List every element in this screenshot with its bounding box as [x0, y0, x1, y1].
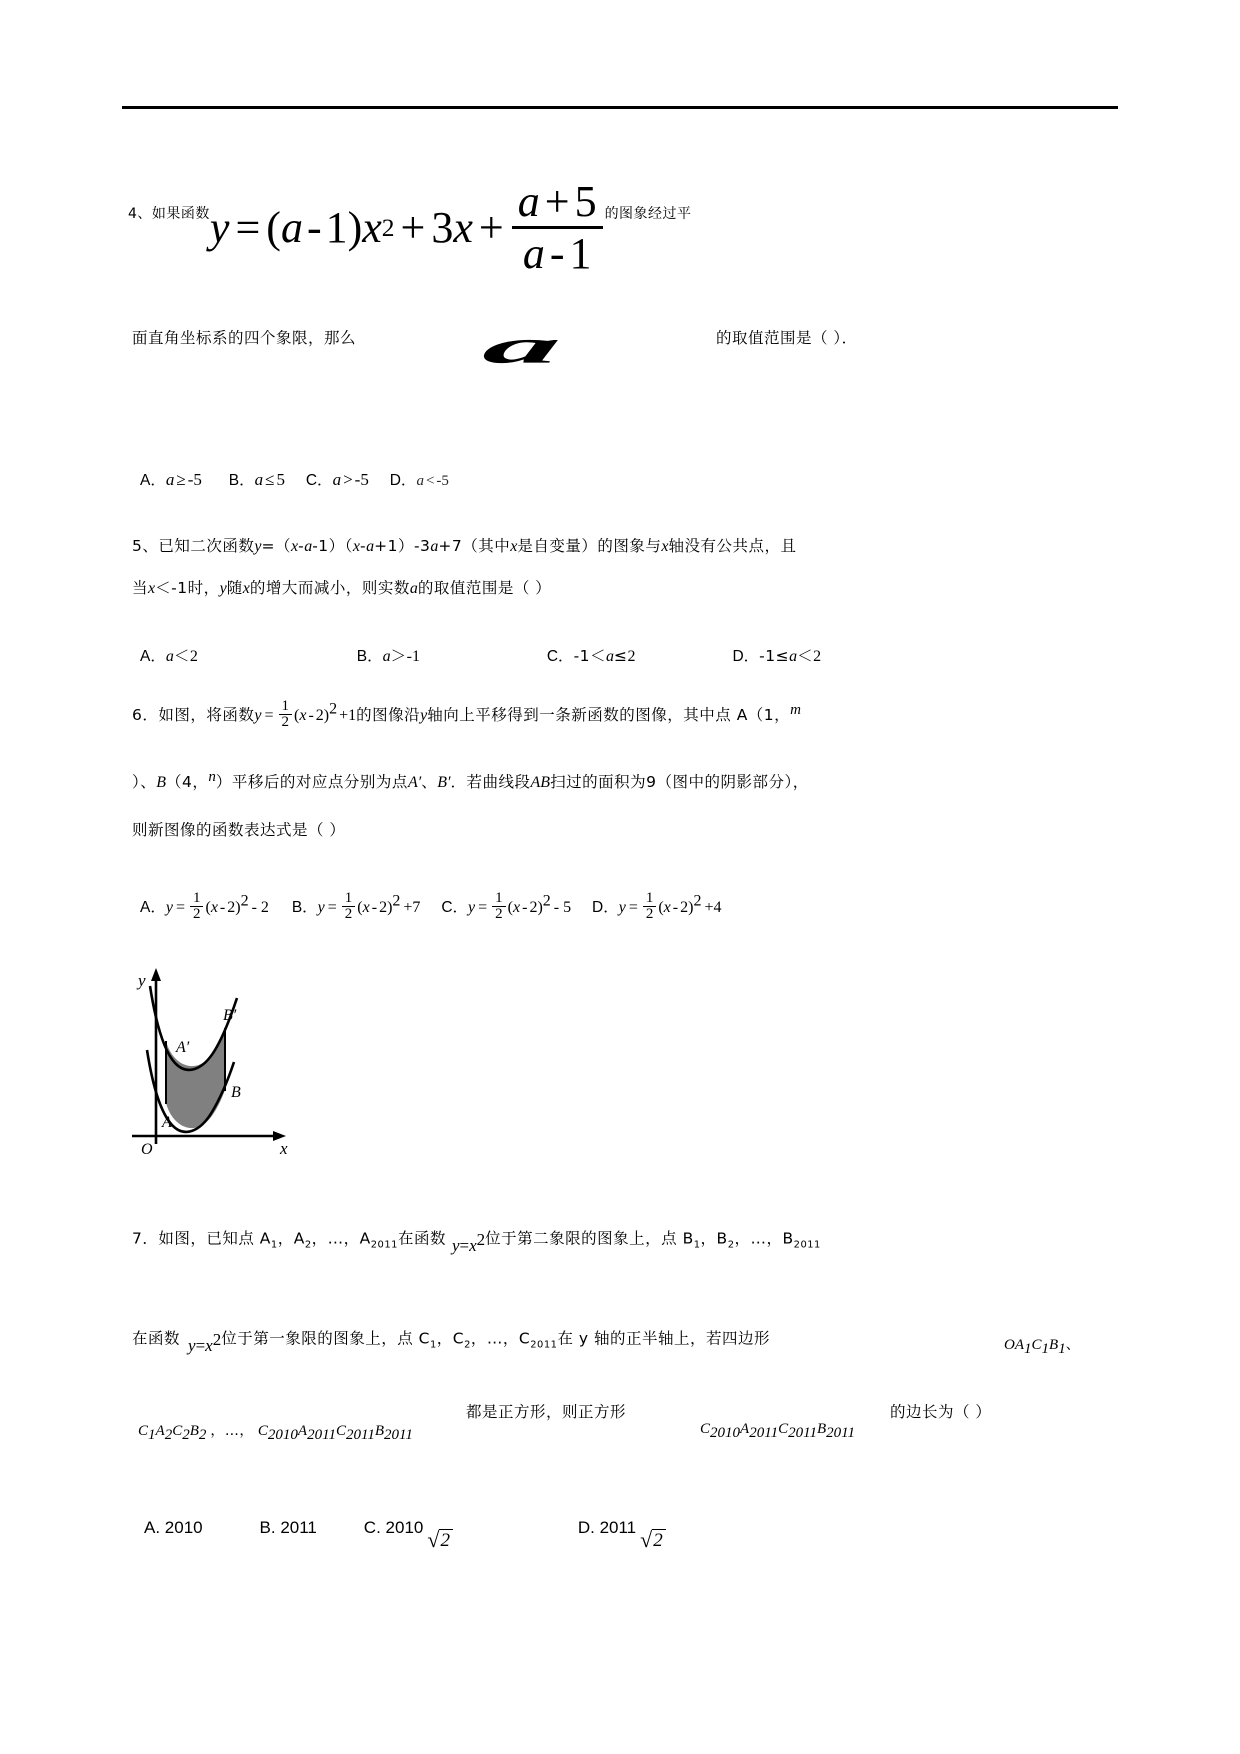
- question-6-stem-line3: [132, 818, 345, 840]
- q6-option-d-y: y: [618, 899, 626, 917]
- q5-x4: x: [661, 538, 669, 555]
- q6-option-c-minus: -: [522, 899, 528, 917]
- quad4-seg1: C: [700, 1421, 711, 1437]
- q6-opt-c-den: 2: [495, 906, 503, 923]
- question-6-stem-line2: [132, 770, 809, 792]
- q7-option-c-value: 2010: [385, 1518, 424, 1537]
- q6-option-b-minus: -: [371, 899, 378, 917]
- q6-option-b-exp: 2: [392, 892, 401, 910]
- quad3-sub4: 2011: [384, 1427, 413, 1444]
- q5-l2-x2: x: [242, 580, 250, 597]
- q6-option-a-minus: -: [219, 899, 226, 917]
- question-4-stem-line2-tail: [716, 326, 858, 348]
- q5-option-d-label: D．: [732, 648, 760, 665]
- quad3-seg4: B: [374, 1423, 385, 1439]
- q7-l3-mid: 都是正方形，则正方形: [466, 1403, 627, 1421]
- q5-option-c-variable: a: [606, 648, 615, 665]
- q7-option-a-label: A.: [144, 1518, 165, 1537]
- q7-c1: ，A: [277, 1229, 305, 1248]
- stylized-a-glyph: a: [478, 320, 566, 374]
- q6-tail: 轴向上平移得到一条新函数的图像，其中点 A（1，: [427, 706, 791, 725]
- q5-eq: =（: [261, 537, 291, 555]
- figure-label-B-prime: B′: [223, 1007, 237, 1024]
- q7-c2: ，…，A: [311, 1229, 371, 1248]
- q7-l2-c4: 在 y 轴的正半轴上，若四边形: [557, 1329, 770, 1348]
- q6-mid: 的图像沿: [356, 706, 421, 725]
- q6-opt-b-num: 1: [344, 890, 353, 906]
- q5-s4: +1）-3: [374, 537, 431, 555]
- q6-option-a-exp: 2: [240, 892, 249, 910]
- quad3-seg3: C: [335, 1423, 346, 1439]
- q7-l2-feq: =: [195, 1336, 206, 1356]
- q5-x1: x: [290, 538, 299, 555]
- q7-option-a-value: 2010: [164, 1518, 203, 1537]
- q7-c4: 位于第二象限的图象上，点 B: [485, 1229, 694, 1248]
- q6-l3-text: 则新图像的函数表达式是（ ）: [132, 821, 346, 839]
- quad1-seg3: B: [1049, 1337, 1059, 1353]
- q7-l3-tail: 的边长为（ ）: [890, 1403, 992, 1421]
- question-5-stem-line2: [132, 576, 551, 598]
- question-7-stem-line1: [132, 1222, 821, 1256]
- q5-l2-a: a: [409, 580, 418, 597]
- q6-option-a-fraction: [190, 891, 204, 923]
- q6-option-c-exp: 2: [542, 892, 551, 910]
- q7-l2-c2: ，C: [436, 1329, 465, 1348]
- radical-sign-d: √: [640, 1527, 653, 1552]
- q6-l2-tail: 扫过的面积为9（图中的阴影部分），: [550, 773, 809, 791]
- q6-half-fraction: [279, 699, 293, 731]
- question-5-stem-line1: [132, 534, 797, 556]
- q6-option-d-minus: -: [672, 899, 679, 917]
- question-7-options: [144, 1515, 663, 1552]
- quad1-sub1: 1: [1024, 1341, 1032, 1358]
- q5-option-d-prefix: -1≤: [759, 647, 790, 665]
- q7-c6: ，…，B: [734, 1229, 794, 1248]
- q6-exp: 2: [329, 700, 338, 718]
- radical-sign-c: √: [427, 1527, 440, 1552]
- q7-l2-fx: x: [205, 1336, 213, 1356]
- quad3-sub3: 2011: [345, 1427, 375, 1444]
- q7-sub2: 2: [304, 1239, 312, 1251]
- q5-s5: +7（其中: [438, 537, 511, 555]
- q6-opt-b-den: 2: [344, 906, 353, 923]
- q6-option-b-eq: =: [327, 899, 337, 917]
- question-7-stem-line3-text: [466, 1400, 626, 1422]
- q7-option-c-radical: [427, 1529, 453, 1551]
- q5-option-d-value: 2: [813, 648, 822, 665]
- q7-l2-pre: 在函数: [132, 1329, 181, 1348]
- q6-l2-mid: ）平移后的对应点分别为点: [215, 773, 408, 791]
- q6-frac-num: 1: [281, 698, 290, 714]
- question-6-stem-line1: [132, 700, 801, 732]
- question-4-stem-line1: [128, 177, 692, 278]
- q6-option-b-tail: +7: [403, 899, 421, 917]
- q6-paren-open: (: [294, 707, 300, 725]
- q7-l2-c3: ，…，C: [470, 1329, 531, 1348]
- q5-a2: a: [366, 538, 375, 555]
- y-axis-arrow: [151, 968, 161, 981]
- q5-a1: a: [304, 538, 313, 555]
- quad2-seg4: B: [189, 1423, 199, 1439]
- q5-option-b-value: -1: [406, 648, 420, 665]
- q5-option-a-variable: a: [165, 648, 174, 665]
- q6-option-d-fraction: [643, 891, 657, 923]
- quad1-seg2: C: [1031, 1337, 1042, 1353]
- option-b-value: 5: [276, 470, 285, 489]
- q6-m: m: [790, 702, 802, 719]
- q5-option-a-value: 2: [189, 648, 198, 665]
- quad1-seg1: OA: [1004, 1337, 1024, 1353]
- option-a-relation: ≥: [176, 470, 186, 489]
- q5-s7: 轴没有公共点，且: [668, 537, 797, 555]
- q6-x: x: [299, 707, 307, 725]
- q5-s1: -: [298, 537, 305, 555]
- q5-option-d-variable: a: [789, 648, 798, 665]
- q6-option-d-eq: =: [628, 899, 638, 917]
- q6-option-b-y: y: [317, 899, 325, 917]
- q6-l2-Bp: B′: [437, 774, 451, 791]
- q7-c5: ，B: [700, 1229, 728, 1248]
- q5-s6: 是自变量）的图象与: [517, 537, 662, 555]
- q6-l2-sep: 、: [421, 773, 438, 791]
- question-4-stem-part2: 面直角坐标系的四个象限，那么: [132, 329, 357, 347]
- option-c-value: -5: [354, 470, 369, 489]
- q5-option-c-label: C．: [546, 648, 574, 665]
- q6-l2-AB: AB: [530, 774, 551, 791]
- quad2-seg2: A: [155, 1423, 165, 1439]
- q7-fy: y: [451, 1236, 460, 1256]
- q7-option-d-label: D.: [577, 1518, 600, 1537]
- q5-y: y: [254, 538, 262, 555]
- question-4-options: [140, 468, 449, 490]
- q6-opt-c-num: 1: [495, 890, 503, 906]
- q6-l1-pre: 6．如图，将函数: [132, 706, 255, 725]
- q7-sub1: 1: [270, 1239, 278, 1251]
- q7-option-d-radical: [640, 1529, 666, 1551]
- quad2-seg1: C: [138, 1423, 149, 1439]
- q7-l2-sub3: 2011: [530, 1339, 558, 1351]
- q6-l2-mid2: ．若曲线段: [450, 773, 531, 791]
- q6-option-b-x: x: [362, 899, 370, 917]
- q5-option-c-prefix: -1＜: [573, 647, 607, 665]
- q6-minus: -: [308, 707, 314, 725]
- quad4-seg4: B: [816, 1421, 827, 1437]
- question-4-stem-tail: 的图象经过平: [604, 206, 692, 223]
- q7-sub5: 2: [727, 1239, 735, 1251]
- q5-l2-s4: 的取值范围是（ ）: [417, 579, 552, 597]
- q6-option-d-tail: +4: [704, 899, 722, 917]
- q5-option-c-value: 2: [627, 648, 636, 665]
- q6-opt-d-num: 1: [645, 890, 654, 906]
- quad1-sub2: 1: [1041, 1341, 1050, 1358]
- option-b-variable: a: [254, 470, 264, 489]
- question-7-stem-line3-tail: [890, 1400, 991, 1422]
- q5-l2-s1: ＜-1时，: [155, 579, 220, 597]
- quad4-seg2: A: [740, 1421, 750, 1437]
- option-b-relation: ≤: [265, 470, 275, 489]
- option-d-variable: a: [416, 473, 424, 489]
- figure-label-y: y: [138, 971, 146, 990]
- q6-l2-paren: （4，: [166, 773, 209, 791]
- q6-option-c-x: x: [513, 899, 521, 917]
- q6-option-a-x: x: [210, 899, 218, 917]
- q5-line1-pre: 5、已知二次函数: [132, 537, 255, 555]
- q5-option-b-relation: ＞: [390, 647, 407, 665]
- q5-option-a-label: A．: [140, 648, 166, 665]
- quad3-seg2: A: [297, 1423, 308, 1439]
- q6-l2-B: B: [156, 774, 167, 791]
- q6-option-d-exp: 2: [693, 892, 702, 910]
- q5-option-d-relation: ＜: [797, 647, 814, 665]
- option-c-variable: a: [332, 470, 342, 489]
- quad2-sub2: 2: [164, 1427, 173, 1444]
- q5-option-b-label: B．: [356, 648, 383, 665]
- q6-yaxis: y: [420, 707, 428, 725]
- question-7-stem-line2: [132, 1322, 770, 1356]
- q6-option-a-label: A．: [140, 899, 166, 917]
- quad2-sub4: 2: [198, 1427, 207, 1444]
- question-7-quad-OACB: [1004, 1334, 1080, 1358]
- q7-sub6: 2011: [793, 1239, 821, 1251]
- q5-l2-s2: 随: [226, 579, 243, 597]
- question-5-options: [140, 644, 821, 666]
- q7-sub4: 1: [693, 1239, 701, 1251]
- option-a-label: A．: [140, 472, 166, 489]
- figure-label-B: B: [231, 1084, 241, 1101]
- q7-l1-pre: 7．如图，已知点 A: [132, 1229, 271, 1248]
- q7-option-d-value: 2011: [599, 1518, 637, 1537]
- q7-l3-ellipsis: ，…，: [210, 1423, 254, 1439]
- q6-option-c-tail: - 5: [553, 899, 572, 917]
- q6-option-c-two: 2): [529, 899, 543, 917]
- quad4-sub2: 2011: [749, 1425, 779, 1442]
- q7-option-d-radicand: 2: [652, 1529, 666, 1550]
- q7-sub3: 2011: [370, 1239, 398, 1251]
- quad4-sub3: 2011: [788, 1425, 817, 1442]
- q7-l2-tail: 、: [1065, 1337, 1081, 1353]
- q5-l2-x1: x: [148, 580, 156, 597]
- question-4-number-and-prefix: 4、如果函数: [128, 206, 210, 223]
- shaded-swept-area: [166, 1028, 225, 1128]
- q6-option-d-two: 2): [680, 899, 694, 917]
- option-c-relation: >: [343, 470, 353, 489]
- quad2-seg3: C: [172, 1423, 183, 1439]
- q7-option-b-label: B.: [259, 1518, 281, 1537]
- quad3-seg1: C: [257, 1423, 268, 1439]
- option-d-value: -5: [436, 473, 449, 489]
- q5-l2-y: y: [219, 580, 227, 597]
- question-4-stem-part3: 的取值范围是（ ）．: [716, 329, 858, 347]
- q6-option-d-label: D．: [592, 899, 619, 917]
- question-4-fraction: [512, 177, 603, 278]
- quad3-sub2: 2011: [307, 1427, 336, 1444]
- question-7-stem-line3-quads: [138, 1420, 413, 1444]
- q6-opt-a-den: 2: [192, 906, 201, 923]
- option-c-label: C．: [305, 472, 333, 489]
- quad2-sub3: 2: [182, 1427, 190, 1444]
- q7-l2-sub1: 1: [429, 1339, 437, 1351]
- q7-c3: 在函数: [397, 1229, 446, 1248]
- quad2-sub1: 1: [148, 1427, 156, 1444]
- question-6-options: A．y = $\frac{1}{2}$ (x - 2)2 - 2 B．y = $\frac{1}{2}$ (x - 2)2 +7 C．y = $\frac{1}{2}$ (x - 2)2 - 5 D．y = $\frac{1}{2}$ (x - 2)2 +4: [140, 890, 722, 923]
- q7-l2-fexp: 2: [212, 1330, 222, 1349]
- q7-option-c-radicand: 2: [439, 1529, 453, 1550]
- q6-option-a-tail: - 2: [251, 899, 269, 917]
- question-6-figure: [128, 962, 328, 1157]
- option-a-variable: a: [165, 470, 175, 489]
- option-d-label: D．: [389, 472, 417, 489]
- q7-fexp: 2: [476, 1230, 486, 1249]
- q6-option-a-eq: =: [175, 899, 185, 917]
- q7-feq: =: [459, 1236, 470, 1256]
- quad4-sub1: 2010: [710, 1425, 741, 1442]
- q6-l2-pre: ）、: [132, 773, 157, 791]
- q6-plus1: +1: [339, 707, 357, 725]
- fraction-numerator: a + 5: [517, 177, 597, 226]
- fraction-denominator: a - 1: [522, 229, 592, 278]
- q6-two: 2): [315, 707, 330, 725]
- q7-l2-fy: y: [188, 1336, 196, 1356]
- figure-label-origin: O: [141, 1141, 153, 1157]
- option-b-label: B．: [228, 472, 255, 489]
- quad1-sub3: 1: [1058, 1341, 1066, 1358]
- q5-s2: -1）（: [312, 537, 353, 555]
- q7-fx: x: [469, 1236, 477, 1256]
- q5-option-b-variable: a: [382, 648, 391, 665]
- q5-option-c-relation: ≤: [614, 647, 628, 665]
- q6-l2-Ap: A′: [407, 774, 422, 791]
- quad3-sub1: 2010: [267, 1427, 298, 1444]
- q6-opt-a-num: 1: [192, 890, 201, 906]
- figure-label-x: x: [280, 1139, 288, 1157]
- figure-label-A-prime: A′: [176, 1039, 190, 1056]
- q5-option-a-relation: ＜: [173, 647, 190, 665]
- q6-option-a-y: y: [165, 899, 173, 917]
- header-divider-rule: [122, 106, 1118, 109]
- q6-option-d-x: x: [663, 899, 671, 917]
- quad4-sub4: 2011: [826, 1425, 856, 1442]
- q6-l2-n: n: [208, 769, 216, 785]
- q6-option-b-label: B．: [291, 899, 318, 917]
- option-a-value: -5: [187, 470, 202, 489]
- q6-option-c-label: C．: [441, 899, 469, 917]
- quad4-seg3: C: [778, 1421, 789, 1437]
- q5-l2-pre: 当: [132, 579, 149, 597]
- q5-x3: x: [510, 538, 518, 555]
- q7-l2-c1: 位于第一象限的图象上，点 C: [221, 1329, 430, 1348]
- question-7-quad-final: [700, 1420, 855, 1442]
- q6-option-c-y: y: [468, 899, 476, 917]
- q5-x2: x: [352, 538, 361, 555]
- q6-option-b-fraction: [342, 891, 356, 923]
- q6-option-a-two: 2): [227, 899, 241, 917]
- q6-option-b-two: 2): [379, 899, 393, 917]
- q5-a3: a: [430, 538, 439, 555]
- question-4-stem-line2: [132, 326, 356, 348]
- q6-opt-d-den: 2: [645, 906, 654, 923]
- q7-l2-sub2: 2: [464, 1339, 471, 1351]
- parabola-translation-diagram: [128, 962, 328, 1157]
- figure-label-A: A: [162, 1114, 172, 1131]
- question-4-equation: y = ( a - 1) x 2 + 3 x + $\frac{a + 5}{a - 1}$: [210, 180, 605, 276]
- q6-eq: =: [264, 707, 274, 725]
- question-4-stylized-variable-a: [478, 316, 566, 378]
- option-d-relation: <: [425, 473, 435, 489]
- q7-option-c-label: C.: [363, 1518, 386, 1537]
- q7-option-b-value: 2011: [280, 1518, 317, 1537]
- q6-y: y: [254, 707, 262, 725]
- q6-option-c-eq: =: [478, 899, 488, 917]
- q5-s3: -: [360, 537, 367, 555]
- q6-option-c-fraction: [492, 891, 506, 923]
- q5-l2-s3: 的增大而减小，则实数: [249, 579, 410, 597]
- q6-frac-den: 2: [281, 714, 290, 731]
